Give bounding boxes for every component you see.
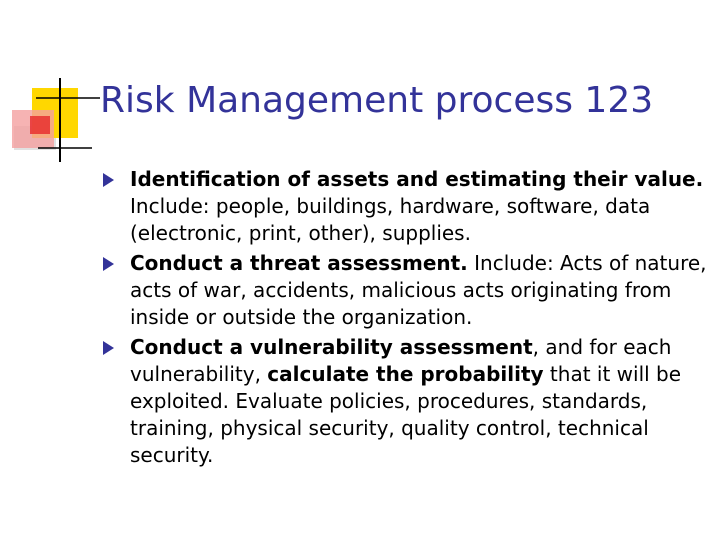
bullet-text: Include: Acts of nature, acts of war, accidents, malicious acts originating from inside or outside the organization. — [130, 251, 707, 329]
bullet-emphasis: Identification of assets and estimating their value. — [130, 167, 704, 191]
slide-title: Risk Management process 123 — [100, 80, 654, 121]
bullet-item-vulnerability — [100, 334, 712, 469]
bullet-item-assets — [100, 166, 712, 247]
slide-logo-icon — [0, 0, 110, 170]
bullet-text: , and for each vulnerability, — [130, 335, 672, 386]
bullet-emphasis: Conduct a threat assessment. — [130, 251, 468, 275]
bullet-text-continued: that it will be exploited. Evaluate policies, procedures, standards, training, physical security, quality control, technical security. — [130, 362, 682, 467]
triangle-bullet-icon — [103, 173, 114, 187]
bullet-item-threat — [100, 250, 712, 331]
bullet-list — [100, 166, 712, 472]
triangle-bullet-icon — [103, 257, 114, 271]
bullet-emphasis: Conduct a vulnerability assessment — [130, 335, 533, 359]
bullet-emphasis-probability: calculate the probability — [267, 362, 544, 386]
triangle-bullet-icon — [103, 341, 114, 355]
bullet-text: Include: people, buildings, hardware, software, data (electronic, print, other), supplies. — [130, 194, 651, 245]
